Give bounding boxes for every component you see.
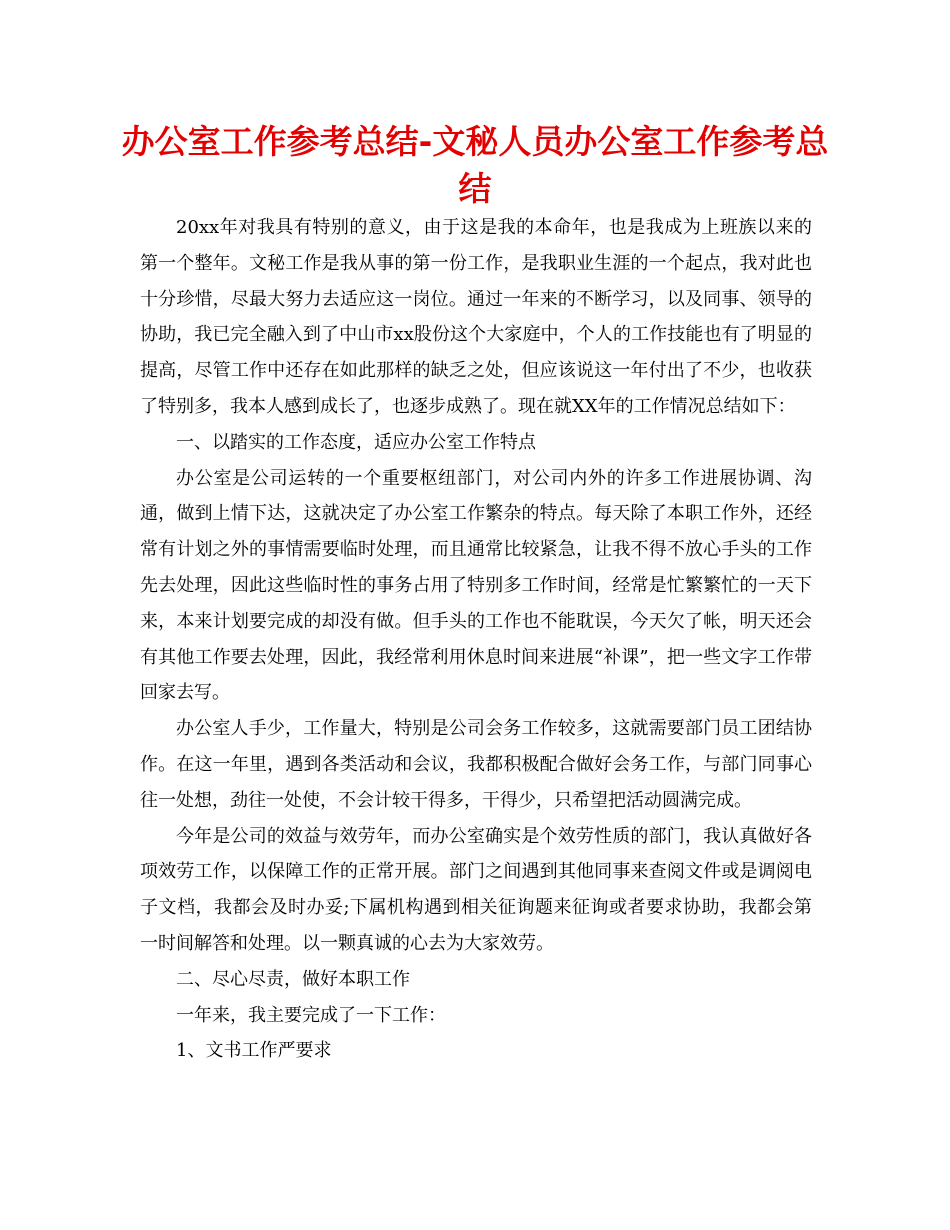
paragraph-teamwork: 办公室人手少，工作量大，特别是公司会务工作较多，这就需要部门员工团结协作。在这一年里，遇到各类活动和会议，我都积极配合做好会务工作，与部门同事心往一处想，劲往一处使，不会计较干得多，干得少，只希望把活动圆满完成。 <box>140 718 812 811</box>
paragraph-intro: 20xx年对我具有特别的意义，由于这是我的本命年，也是我成为上班族以来的第一个整年。文秘工作是我从事的第一份工作，是我职业生涯的一个起点，我对此也十分珍惜，尽最大努力去适应这一岗位。通过一年来的不断学习，以及同事、领导的协助，我已完全融入到了中山市xx股份这个大家庭中，个人的工作技能也有了明显的提高，尽管工作中还存在如此那样的缺乏之处，但应该说这一年付出了不少，也收获了特别多，我本人感到成长了，也逐步成熟了。现在就XX年的工作情况总结如下： <box>140 217 812 417</box>
subsection-heading-1: 1、文书工作严要求 <box>176 1040 332 1062</box>
document-body <box>140 210 812 1069</box>
paragraph-work-intro: 一年来，我主要完成了一下工作： <box>176 1004 446 1026</box>
section-heading-1: 一、以踏实的工作态度，适应办公室工作特点 <box>176 431 536 453</box>
paragraph-service: 今年是公司的效益与效劳年，而办公室确实是个效劳性质的部门，我认真做好各项效劳工作，以保障工作的正常开展。部门之间遇到其他同事来查阅文件或是调阅电子文档，我都会及时办妥;下属机构遇到相关征询题来征询或者要求协助，我都会第一时间解答和处理。以一颗真诚的心去为大家效劳。 <box>140 825 812 954</box>
paragraph-office-hub: 办公室是公司运转的一个重要枢纽部门，对公司内外的许多工作进展协调、沟通，做到上情下达，这就决定了办公室工作繁杂的特点。每天除了本职工作外，还经常有计划之外的事情需要临时处理，而且通常比较紧急，让我不得不放心手头的工作先去处理，因此这些临时性的事务占用了特别多工作时间，经常是忙繁繁忙的一天下来，本来计划要完成的却没有做。但手头的工作也不能耽误，今天欠了帐，明天还会有其他工作要去处理，因此，我经常利用休息时间来进展“补课”，把一些文字工作带回家去写。 <box>140 467 812 704</box>
section-heading-2: 二、尽心尽责，做好本职工作 <box>176 968 410 990</box>
document-title: 办公室工作参考总结-文秘人员办公室工作参考总结 <box>121 122 829 208</box>
